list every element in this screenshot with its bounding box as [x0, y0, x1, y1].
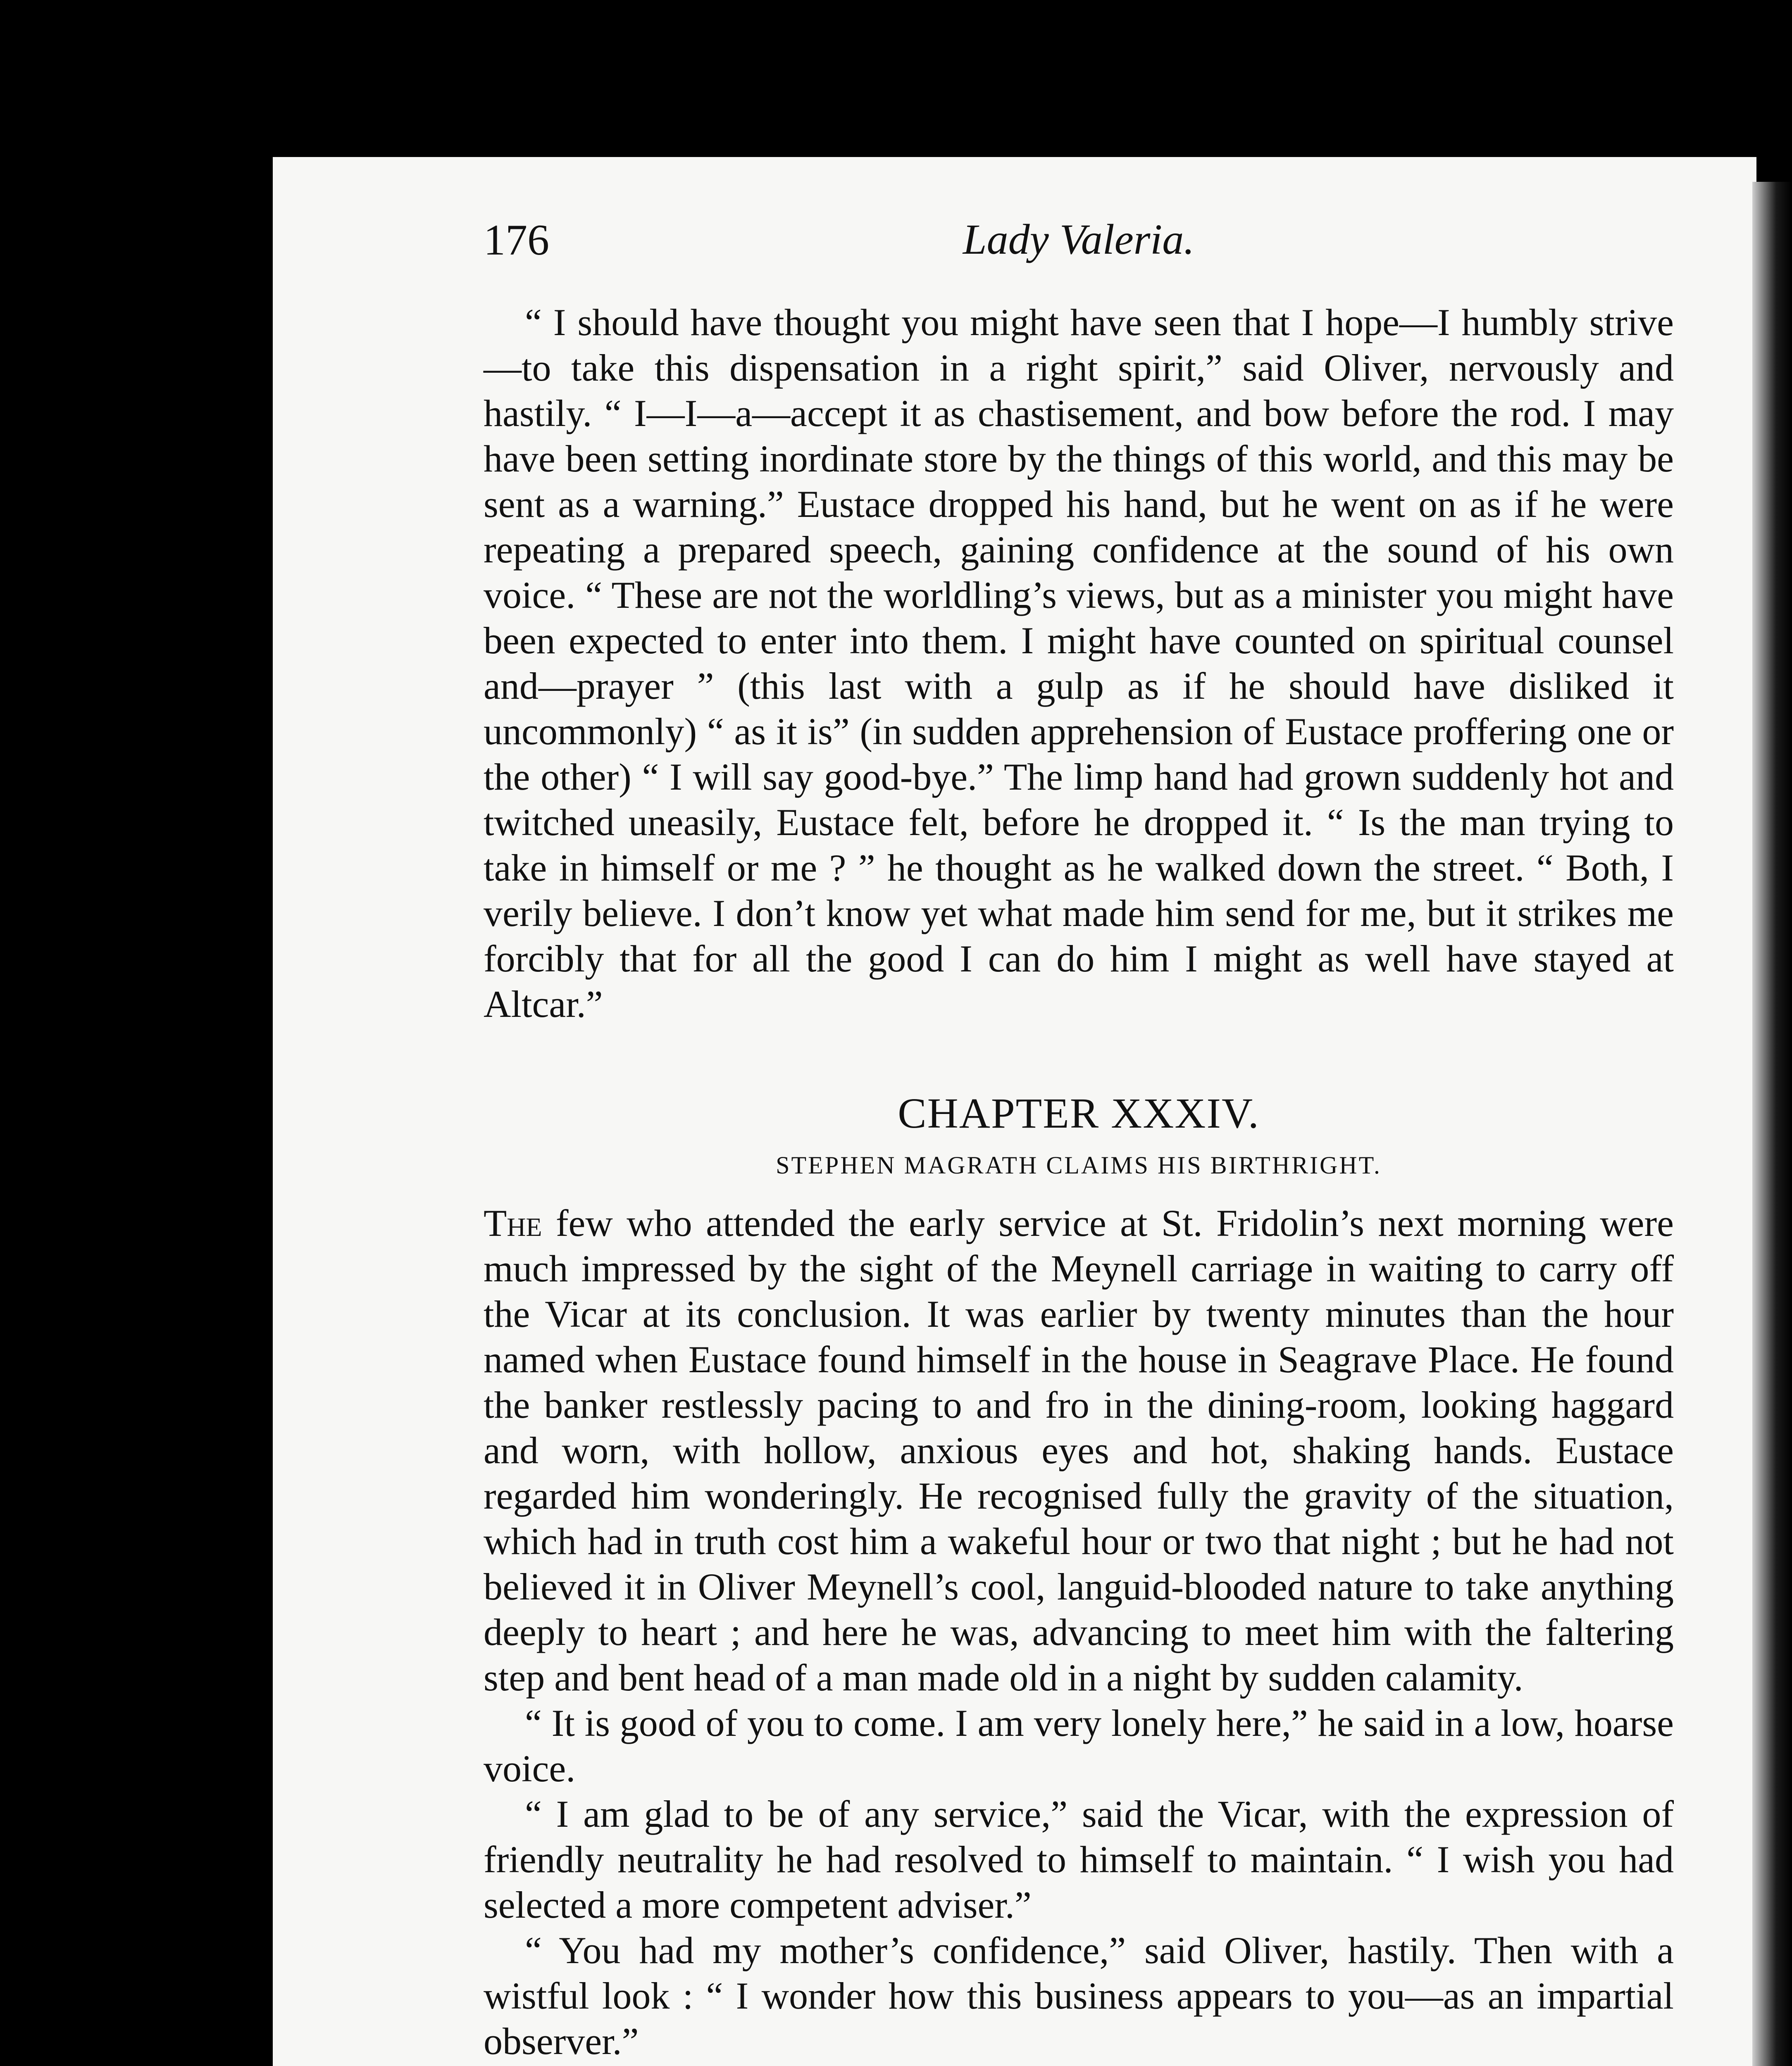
paragraph: “ I should have thought you might have seen that I hope—I humbly strive—to take this dispensation in a right spirit,” said Oliver, nervously and hastily. “ I—I—a—accept it as chastisement, and bow before the rod. I may have been setting inordinate store by the things of this world, and this may be sent as a warning.” Eustace dropped his hand, but he went on as if he were repeating a prepared speech, gaining confidence at the sound of his own voice. “ These are not the worldling’s views, but as a minister you might have been expected to enter into them. I might have counted on spiritual counsel and—prayer ” (this last with a gulp as if he should have disliked it uncommonly) “ as it is” (in sudden apprehension of Eustace proffering one or the other) “ I will say good-bye.” The limp hand had grown suddenly hot and twitched uneasily, Eustace felt, before he dropped it. “ Is the man trying to take in himself or me ? ” he thought as he walked down the street. “ Both, I verily believe. I don’t know yet what made him send for me, but it strikes me forcibly that for all the good I can do him I might as well have stayed at Altcar.” [484, 301, 1674, 1025]
paragraph: “ You had my mother’s confidence,” said Oliver, hastily. Then with a wistful look : “ I wonder how this business appears to you—as an impartial observer.” [484, 1929, 1674, 2062]
page-number: 176 [484, 216, 549, 264]
page-text [484, 300, 1674, 2066]
running-title: Lady Valeria. [963, 216, 1195, 263]
paragraph: “ It is good of you to come. I am very lonely here,” he said in a low, hoarse voice. [484, 1702, 1674, 1790]
paragraph [484, 2064, 1674, 2066]
opening-text: few who attended the early service at St. Fridolin’s next morning were much impressed by the sight of the Meynell carriage in waiting to carry off the Vicar at its conclusion. It was earlier by twenty minutes than the hour named when Eustace found himself in the house in Seagrave Place. He found the banker restlessly pacing to and fro in the dining-room, looking haggard and worn, with hollow, anxious eyes and hot, shaking hands. Eustace regarded him wonderingly. He recognised fully the gravity of the situation, which had in truth cost him a wakeful hour or two that night ; but he had not believed it in Oliver Meynell’s cool, languid-blooded nature to take anything deeply to heart ; and here he was, advancing to meet him with the faltering step and bent head of a man made old in a night by sudden calamity. [484, 1202, 1674, 1699]
opening-word: The [484, 1202, 542, 1244]
chapter-subtitle: STEPHEN MAGRATH CLAIMS HIS BIRTHRIGHT. [776, 1152, 1382, 1179]
paragraph: “ I am glad to be of any service,” said the Vicar, with the expression of friendly neutrality he had resolved to himself to maintain. “ I wish you had selected a more competent adviser.” [484, 1793, 1674, 1926]
chapter-opening-paragraph [484, 1200, 1674, 1700]
running-head [484, 215, 1674, 264]
chapter-title: CHAPTER XXXIV. [898, 1090, 1260, 1137]
facing-page-edge [1752, 182, 1792, 2066]
